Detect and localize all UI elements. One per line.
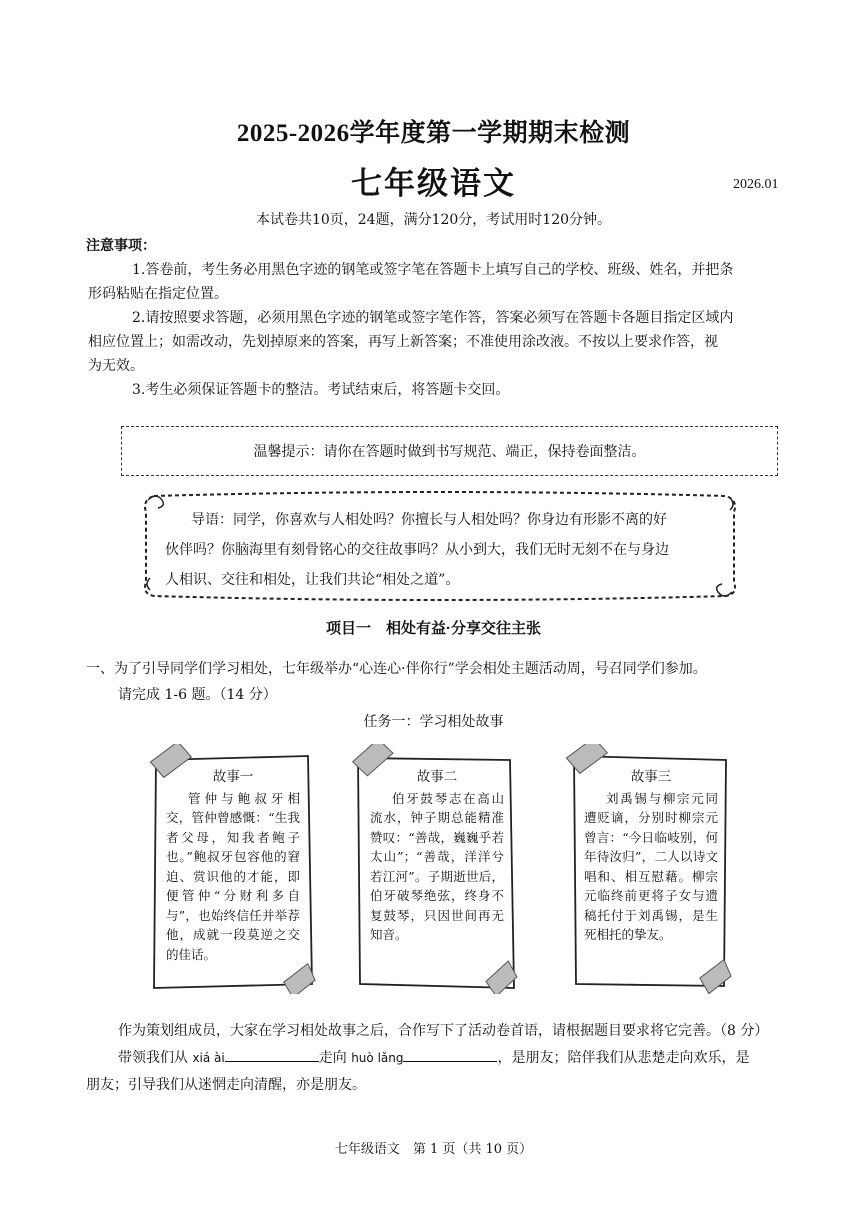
- notice-item-2-cont: 相应位置上；如需改动，先划掉原来的答案，再写上新答案；不准使用涂改液。不按以上要求作答，视: [88, 334, 718, 350]
- pinyin-huo-lang: huò lǎng: [351, 1051, 404, 1065]
- story-card-3: [584, 768, 718, 945]
- exam-subject: 七年级语文: [351, 166, 516, 202]
- answer-blank-1[interactable]: [225, 1048, 319, 1062]
- tip-box: [121, 426, 778, 476]
- section-title: 项目一 相处有益·分享交往主张: [326, 620, 541, 637]
- guide-text: [165, 505, 725, 595]
- story-3-body: 刘禹锡与柳宗元同遭贬谪，分别时柳宗元曾言：“今日临岐别，何年待汝归”，二人以诗文唱和、相互慰藉。柳宗元临终前更将子女与遗稿托付于刘禹锡，是生死相托的挚友。: [584, 790, 718, 942]
- notice-item-1-cont: 形码粘贴在指定位置。: [88, 286, 228, 302]
- notice-list: [88, 258, 810, 402]
- answer-blank-2[interactable]: [403, 1048, 497, 1062]
- task-1-title: 任务一：学习相处故事: [363, 714, 504, 730]
- tip-text: 温馨提示：请你在答题时做到书写规范、端正，保持卷面整洁。: [253, 444, 646, 460]
- story-3-title: 故事三: [630, 769, 672, 785]
- notice-item-2-cont2: 为无效。: [88, 358, 144, 374]
- page-footer: 七年级语文 第 1 页（共 10 页）: [334, 1142, 533, 1157]
- preface-text-b: 走向: [318, 1050, 352, 1066]
- pinyin-xia-ai: xiá ài: [192, 1051, 225, 1065]
- preface-line-2: [86, 1045, 846, 1072]
- preface-text-c: ，是朋友；陪伴我们从悲楚走向欢乐，是: [497, 1050, 750, 1066]
- exam-date: 2026.01: [733, 177, 779, 192]
- exam-info: 本试卷共10页，24题，满分120分，考试用时120分钟。: [255, 212, 612, 228]
- preface-instruction: 作为策划组成员，大家在学习相处故事之后，合作写下了活动卷首语，请根据题目要求将它完善。（8 分）: [118, 1023, 769, 1039]
- exam-title: 2025-2026学年度第一学期期末检测: [236, 120, 631, 147]
- story-card-1: [166, 768, 300, 964]
- preface-question: [86, 1018, 846, 1099]
- guide-line-3: 人相识、交往和相处，让我们共论“相处之道”。: [165, 572, 460, 588]
- notice-item-1: 1.答卷前，考生务必用黑色字迹的钢笔或签字笔在答题卡上填写自己的学校、班级、姓名，并把条: [132, 262, 734, 278]
- story-2-body: 伯牙鼓琴志在高山流水，钟子期总能精准赞叹：“善哉，巍巍乎若太山”；“善哉，洋洋兮若江河”。子期逝世后，伯牙破琴绝弦，终身不复鼓琴，只因世间再无知音。: [370, 790, 504, 942]
- notice-label: 注意事项：: [86, 238, 156, 254]
- story-1-title: 故事一: [212, 769, 254, 785]
- question-1-line-2: 请完成 1-6 题。（14 分）: [118, 687, 277, 703]
- story-2-title: 故事二: [416, 769, 458, 785]
- guide-line-2: 伙伴吗？你脑海里有刻骨铭心的交往故事吗？从小到大，我们无时无刻不在与身边: [165, 542, 669, 558]
- preface-line-3: 朋友；引导我们从迷惘走向清醒，亦是朋友。: [86, 1077, 366, 1093]
- story-1-body: 管仲与鲍叔牙相交，管仲曾感慨：“生我者父母，知我者鲍子也。”鲍叔牙包容他的窘迫、赏识他的才能，即便管仲“分财利多自与”，也始终信任并举荐他，成就一段莫逆之交的佳话。: [166, 790, 300, 962]
- story-card-2: [370, 768, 504, 945]
- guide-line-1: 导语：同学，你喜欢与人相处吗？你擅长与人相处吗？你身边有形影不离的好: [191, 512, 667, 528]
- question-1-line-1: 一、为了引导同学们学习相处，七年级举办“心连心·伴你行”学会相处主题活动周，号召同学们参加。: [86, 661, 707, 677]
- question-1: [86, 656, 846, 708]
- preface-text-a: 带领我们从: [118, 1050, 193, 1066]
- notice-item-2: 2.请按照要求答题，必须用黑色字迹的钢笔或签字笔作答，答案必须写在答题卡各题目指定区域内: [132, 310, 734, 326]
- notice-item-3: 3.考生必须保证答题卡的整洁。考试结束后，将答题卡交回。: [132, 382, 510, 398]
